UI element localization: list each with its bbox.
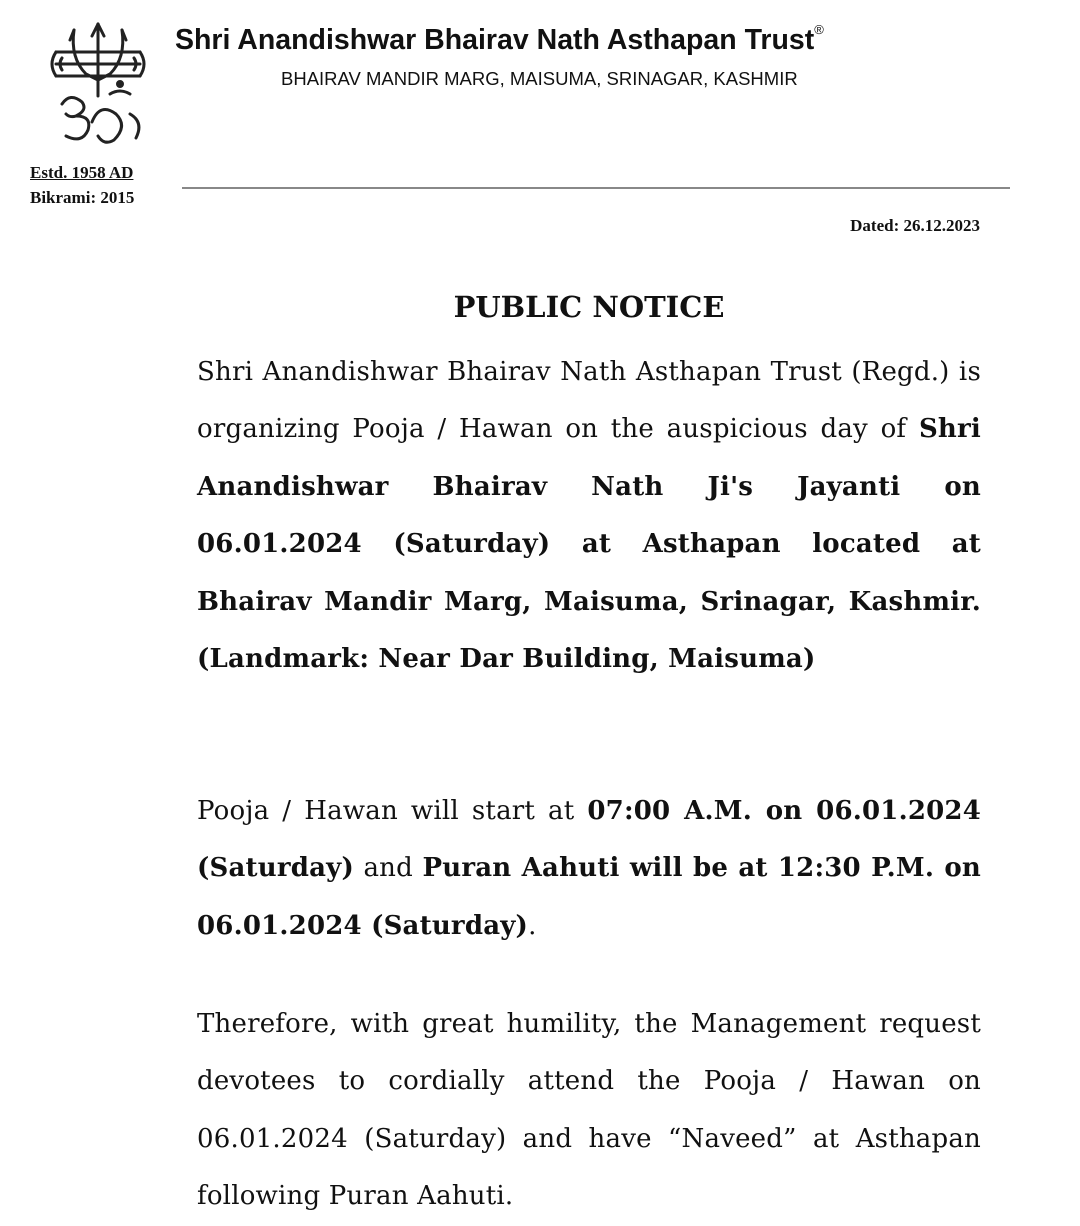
notice-heading: PUBLIC NOTICE <box>453 290 725 324</box>
p2-bold-b: Puran Aahuti will be at 12:30 P.M. on 06.01.2024 (Saturday) <box>197 853 981 941</box>
trishul-om-logo-icon <box>40 18 156 150</box>
p2-text-b: and <box>353 853 423 884</box>
p3-text-a: Therefore, with great humility, the Management request devotees to cordially attend the Pooja / Hawan on 06.01.2024 (Saturday) and have “Naveed” at Asthapan following Puran Aahuti. <box>197 1009 981 1212</box>
trust-name-heading <box>175 24 824 57</box>
establishment-info <box>30 160 134 210</box>
notice-paragraph-3 <box>197 996 981 1226</box>
p1-text-a: Shri Anandishwar Bhairav Nath Asthapan Trust (Regd.) is organizing Pooja / Hawan on the auspicious day of <box>197 357 981 445</box>
p2-text-a: Pooja / Hawan will start at <box>197 796 588 826</box>
notice-paragraph-2 <box>197 783 981 955</box>
trust-address: BHAIRAV MANDIR MARG, MAISUMA, SRINAGAR, KASHMIR <box>281 68 798 89</box>
trust-name-text: Shri Anandishwar Bhairav Nath Asthapan Trust <box>175 24 815 56</box>
p2-bold-a: 07:00 A.M. on 06.01.2024 (Saturday) <box>197 796 981 884</box>
p2-text-c: . <box>528 910 537 941</box>
letterhead-divider <box>182 187 1010 189</box>
registered-mark: ® <box>814 22 824 37</box>
notice-paragraph-1 <box>197 344 981 688</box>
p1-bold-a: Shri Anandishwar Bhairav Nath Ji's Jayanti on 06.01.2024 (Saturday) at Asthapan located at Bhairav Mandir Marg, Maisuma, Srinagar, Kashmir. (Landmark: Near Dar Building, Maisuma) <box>197 414 981 675</box>
bikrami-year: Bikrami: 2015 <box>30 188 135 207</box>
notice-date: Dated: 26.12.2023 <box>850 216 980 235</box>
estd-year: Estd. 1958 AD <box>30 163 134 182</box>
